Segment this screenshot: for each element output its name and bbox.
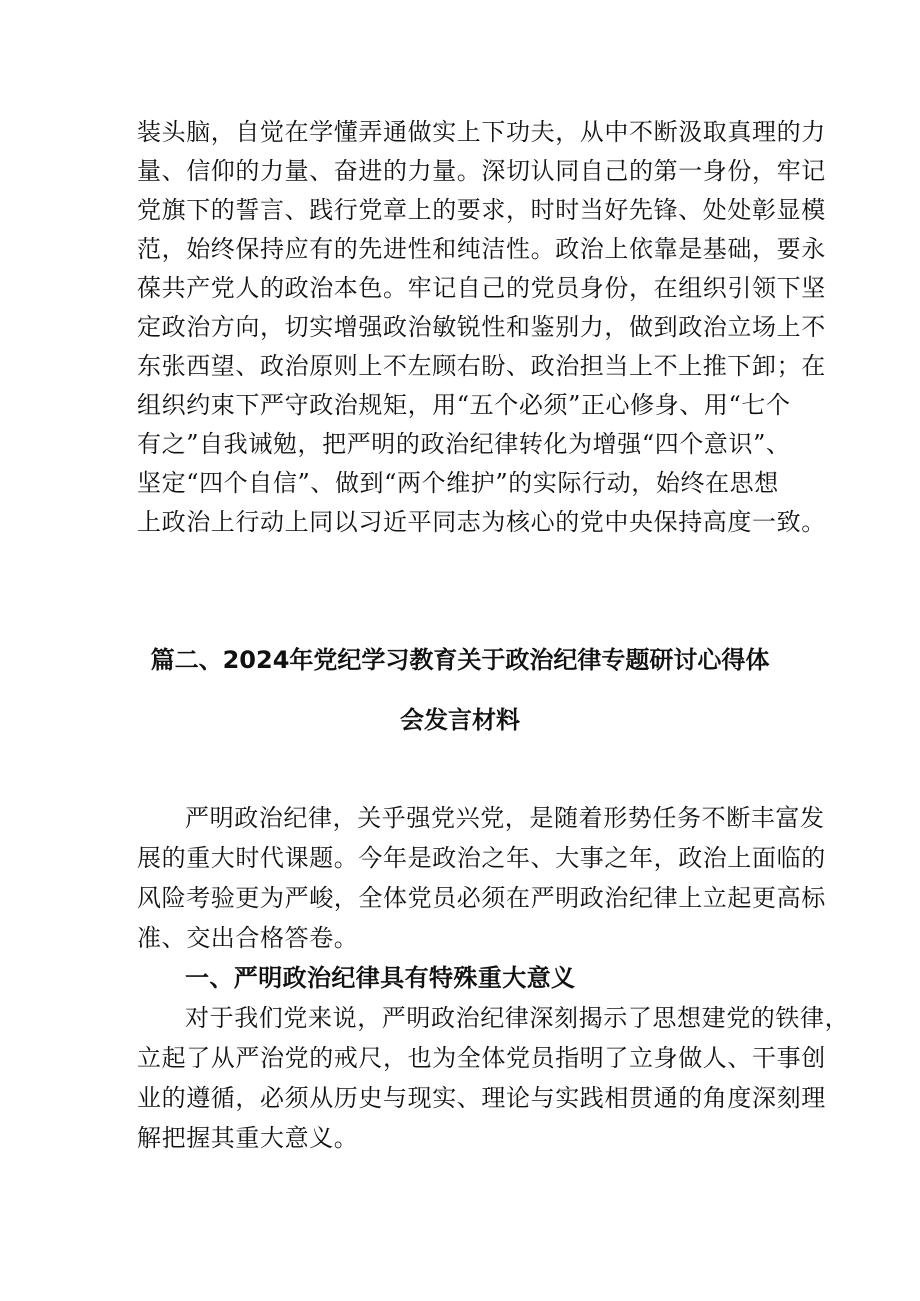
intro-paragraph-line: 风险考验更为严峻，全体党员必须在严明政治纪律上立起更高标 (137, 884, 826, 912)
article-title-line: 篇二、2024年党纪学习教育关于政治纪律专题研讨心得体 (150, 646, 770, 674)
paragraph-line: 量、信仰的力量、奋进的力量。深切认同自己的第一身份，牢记 (137, 157, 826, 185)
paragraph-line: 范，始终保持应有的先进性和纯洁性。政治上依靠是基础，要永 (137, 235, 826, 263)
intro-paragraph-line: 准、交出合格答卷。 (137, 924, 359, 952)
article-body (137, 798, 850, 1158)
intro-paragraph-line: 展的重大时代课题。今年是政治之年、大事之年，政治上面临的 (137, 844, 826, 872)
paragraph-line: 定政治方向，切实增强政治敏锐性和鉴别力，做到政治立场上不 (137, 313, 826, 341)
paragraph-line: 有之”自我诫勉，把严明的政治纪律转化为增强“四个意识”、 (137, 430, 791, 458)
intro-paragraph-line: 严明政治纪律，关乎强党兴党，是随着形势任务不断丰富发 (185, 804, 825, 832)
section-paragraph-line: 对于我们党来说，严明政治纪律深刻揭示了思想建党的铁律， (185, 1004, 850, 1032)
continuation-paragraph (137, 113, 837, 542)
paragraph-line: 葆共产党人的政治本色。牢记自己的党员身份，在组织引领下坚 (137, 274, 826, 302)
paragraph-line: 组织约束下严守政治规矩，用“五个必须”正心修身、用“七个 (137, 391, 791, 419)
section-paragraph-line: 解把握其重大意义。 (137, 1124, 359, 1152)
paragraph-line: 党旗下的誓言、践行党章上的要求，时时当好先锋、处处彰显模 (137, 196, 826, 224)
paragraph-line: 装头脑，自觉在学懂弄通做实上下功夫，从中不断汲取真理的力 (137, 118, 826, 146)
section-heading: 一、严明政治纪律具有特殊重大意义 (185, 964, 576, 992)
section-paragraph-line: 立起了从严治党的戒尺，也为全体党员指明了立身做人、干事创 (137, 1044, 826, 1072)
paragraph-line: 上政治上行动上同以习近平同志为核心的党中央保持高度一致。 (137, 508, 826, 536)
paragraph-line: 坚定“四个自信”、做到“两个维护”的实际行动，始终在思想 (137, 469, 779, 497)
article-title (0, 640, 920, 760)
section-paragraph-line: 业的遵循，必须从历史与现实、理论与实践相贯通的角度深刻理 (137, 1084, 826, 1112)
paragraph-line: 东张西望、政治原则上不左顾右盼、政治担当上不上推下卸；在 (137, 352, 826, 380)
article-title-line: 会发言材料 (400, 706, 520, 734)
